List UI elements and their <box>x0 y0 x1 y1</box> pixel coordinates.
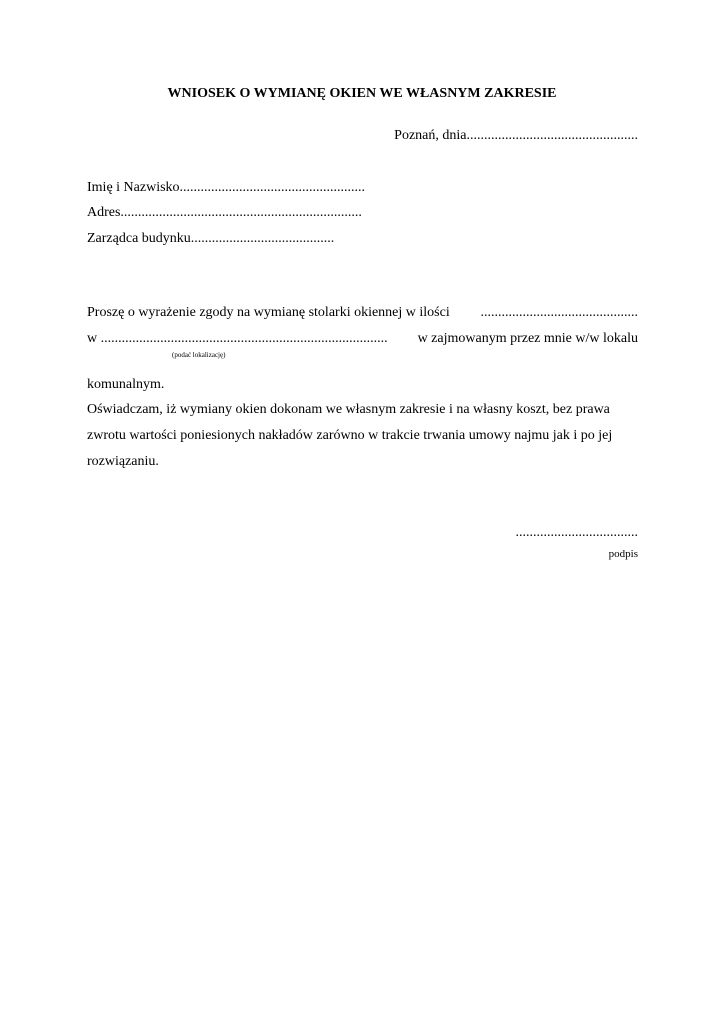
declaration-line-3: rozwiązaniu. <box>87 454 159 469</box>
declaration-line-2: zwrotu wartości poniesionych nakładów zarówno w trakcie trwania umowy najmu jak i po jej <box>87 428 613 443</box>
document-title: WNIOSEK O WYMIANĘ OKIEN WE WŁASNYM ZAKRESIE <box>167 86 557 101</box>
location-blank: w .................................................................................. <box>87 331 388 346</box>
place-date-line: Poznań, dnia................................................. <box>394 128 638 143</box>
declaration-line-1: Oświadczam, iż wymiany okien dokonam we własnym zakresie i na własny koszt, bez prawa <box>87 402 610 417</box>
request-line-3: komunalnym. <box>87 377 165 392</box>
location-hint: (podać lokalizację) <box>172 351 226 359</box>
request-line-1 <box>87 305 638 321</box>
address-field: Adres..................................................................... <box>87 205 362 220</box>
request-line-2 <box>87 331 638 347</box>
signature-label: podpis <box>608 548 638 560</box>
occupied-premises-text: w zajmowanym przez mnie w/w lokalu <box>417 331 638 346</box>
building-manager-field: Zarządca budynku......................................... <box>87 231 335 246</box>
request-text: Proszę o wyrażenie zgody na wymianę stolarki okiennej w ilości <box>87 305 450 320</box>
signature-line: ................................... <box>515 525 638 540</box>
name-field: Imię i Nazwisko..................................................... <box>87 180 366 195</box>
quantity-blank: ............................................. <box>480 305 638 320</box>
